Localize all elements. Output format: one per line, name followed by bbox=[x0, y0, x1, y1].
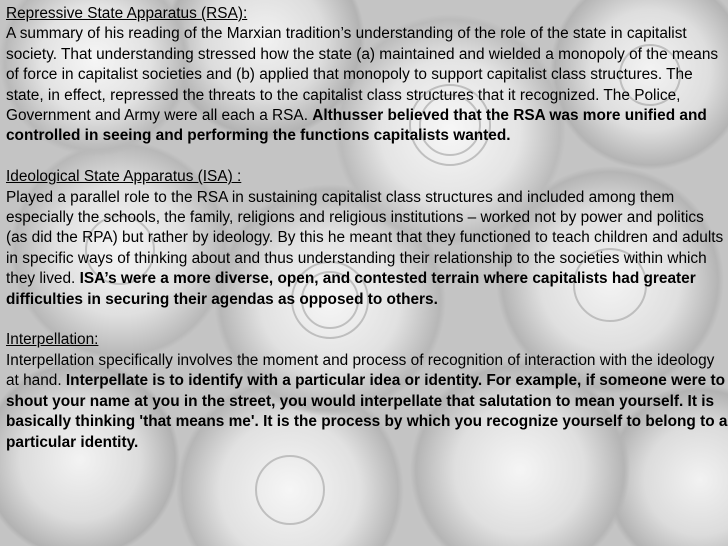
section-isa bbox=[6, 167, 728, 310]
paragraph-emphasis: Althusser believed that the RSA was more unified and controlled in seeing and performing the functions capitalists wanted. bbox=[6, 107, 707, 145]
section-heading: Ideological State Apparatus (ISA) : bbox=[6, 168, 242, 186]
paragraph-emphasis: Interpellate is to identify with a particular idea or identity. For example, if someone were to shout your name at you in the street, you would interpellate that salutation to mean yourself. It is basically thinking 'that means me'. It is the process by which you recognize yourself to belong to a particular identity. bbox=[6, 372, 728, 451]
paragraph-emphasis: ISA’s were a more diverse, open, and contested terrain where capitalists had greater difficulties in securing their agendas as opposed to others. bbox=[6, 270, 696, 308]
section-heading: Interpellation: bbox=[6, 331, 99, 349]
section-paragraph bbox=[6, 351, 728, 453]
section-paragraph bbox=[6, 188, 728, 310]
document-body bbox=[6, 4, 728, 453]
paragraph-text: A summary of his reading of the Marxian tradition’s understanding of the role of the state in capitalist society. That understanding stressed how the state (a) maintained and wielded a monopoly of the means of force in capitalist societies and (b) applied that monopoly to support capitalist class structures. The state, in effect, repressed the threats to the capitalist class structures that it recognized. The Police, Government and Army were all each a RSA. bbox=[6, 25, 719, 125]
paragraph-text: Played a parallel role to the RSA in sustaining capitalist class structures and included among them especially the schools, the family, religions and religious institutions – worked not by power and politics (as did the RPA) but rather by ideology. By this he meant that they functioned to teach children and adults in specific ways of thinking about and thus understanding their relationship to the societies within which they lived. bbox=[6, 188, 724, 288]
section-paragraph bbox=[6, 24, 728, 146]
paragraph-text: Interpellation specifically involves the moment and process of recognition of interaction with the ideology at hand. bbox=[6, 351, 715, 390]
section-interpellation bbox=[6, 330, 728, 452]
section-heading: Repressive State Apparatus (RSA): bbox=[6, 5, 248, 22]
section-rsa bbox=[6, 4, 728, 147]
